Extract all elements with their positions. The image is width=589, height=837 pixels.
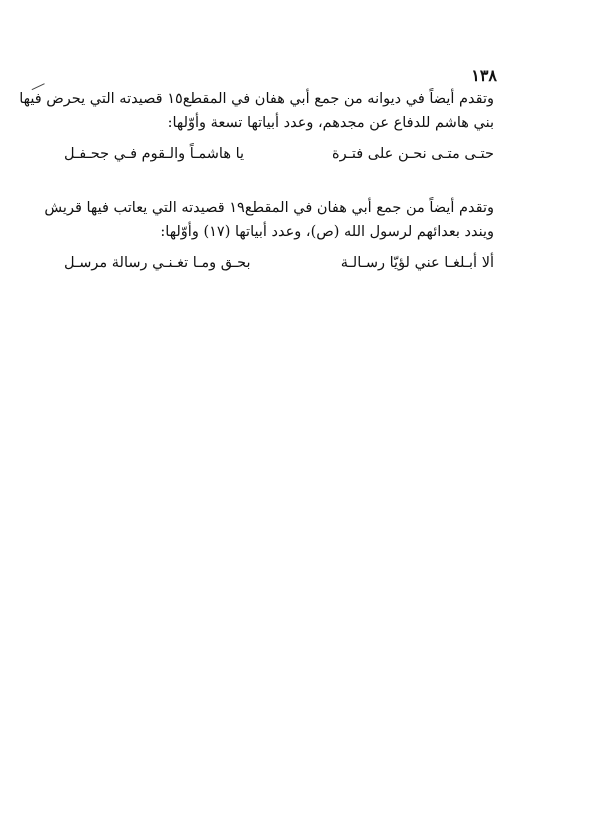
- paragraph-2-line-2: ويندد بعدائهم لرسول الله (ص)، وعدد أبياتها (١٧) وأوّلها:: [160, 224, 494, 240]
- paragraph-2: [44, 196, 494, 244]
- verse-1-first-hemistich: حتـى متـى نحـن على فتـرة: [332, 146, 494, 162]
- paragraph-1: [19, 87, 494, 135]
- verse-1: [64, 146, 494, 162]
- verse-2-second-hemistich: بحـق ومـا تغـنـي رسالة مرسـل: [64, 255, 251, 271]
- page-number: ١٣٨: [471, 66, 497, 85]
- verse-2: [64, 255, 494, 271]
- verse-2-first-hemistich: ألا أبـلغـا عني لؤيّا رسـالـة: [340, 255, 494, 271]
- paragraph-2-line-1: وتقدم أيضاً من جمع أبي هفان في المقطع١٩ قصيدته التي يعاتب فيها قريش: [44, 200, 494, 216]
- paragraph-1-line-1: وتقدم أيضاً في ديوانه من جمع أبي هفان في المقطع١٥ قصيدته التي يحرض فيها: [19, 91, 494, 107]
- verse-1-second-hemistich: يا هاشمـاً والـقوم فـي جحـفـل: [64, 146, 245, 162]
- paragraph-1-line-2: بني هاشم للدفاع عن مجدهم، وعدد أبياتها تسعة وأوّلها:: [167, 115, 494, 131]
